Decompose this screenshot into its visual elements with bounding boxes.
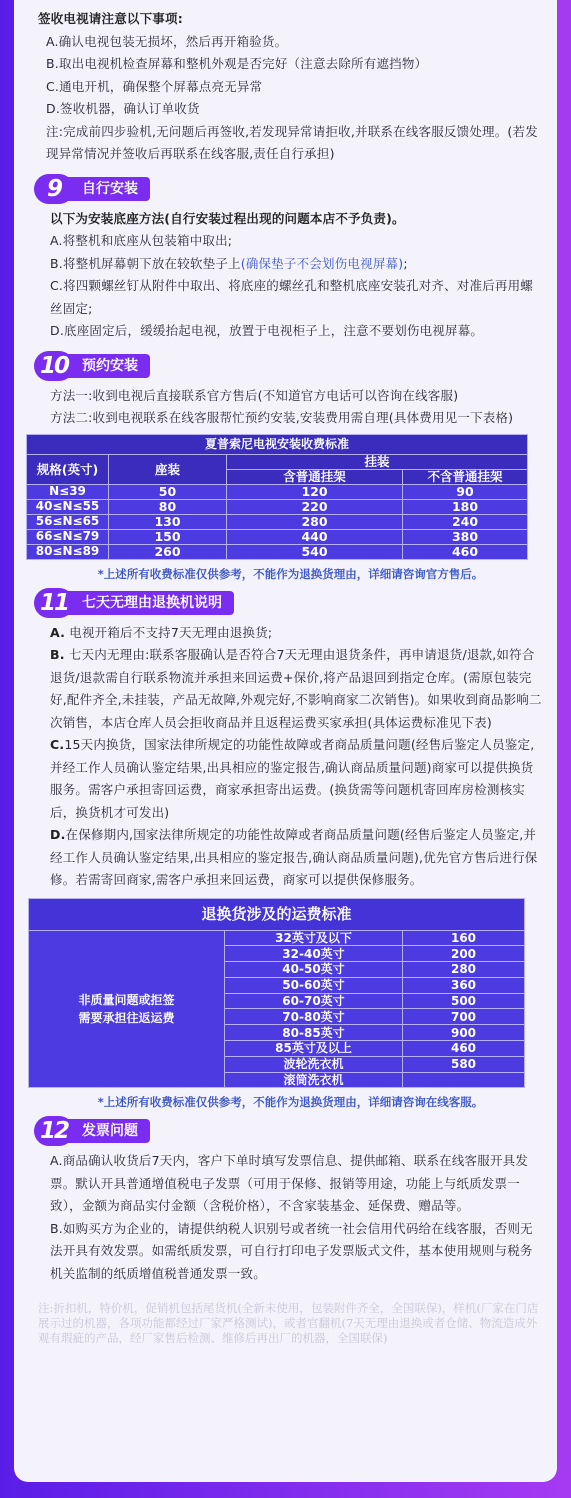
label-line-1: 非质量问题或拒签 (78, 992, 175, 1007)
section-number-badge: 12 (34, 1116, 74, 1146)
cell-fee: 700 (403, 1009, 525, 1025)
cell-without: 380 (403, 529, 528, 544)
install-fee-note: *上述所有收费标准仅供参考，不能作为退换货理由，详细请咨询官方售后。 (97, 566, 484, 581)
rule-key: B. (50, 647, 65, 662)
freight-fee-note: *上述所有收费标准仅供参考，不能作为退换货理由，详细请咨询在线客服。 (97, 1095, 484, 1110)
section-11-header (34, 586, 543, 620)
cell-fee: 360 (403, 977, 525, 993)
return-rule-d (38, 824, 543, 892)
cell-without: 460 (403, 544, 528, 559)
booking-method-2: 方法二:收到电视联系在线客服帮忙预约安装,安装费用需自理(具体费用见一下表格) (50, 410, 514, 425)
bottom-gradient-bar (0, 1482, 571, 1498)
cell-without: 240 (403, 514, 528, 529)
section-12-header (34, 1114, 543, 1148)
section-number-badge: 9 (34, 174, 74, 204)
install-step-b-highlight: (确保垫子不会划伤电视屏幕) (240, 255, 404, 271)
invoice-rule-a: A.商品确认收货后7天内，客户下单时填写发票信息、提供邮箱、联系在线客服开具发票。默认开具普通增值税电子发票（可用于保修、报销等用途，功能上与纸质发票一致），金额为商品实付金额（含税价格），不含家装基金、延保费、赠品等。 (50, 1153, 529, 1214)
rule-text: 在保修期内,国家法律所规定的功能性故障或者商品质量问题(经售后鉴定人员鉴定,并经工作人员确认鉴定结果,出具相应的鉴定报告,确认商品质量问题),优先官方售后进行保修。若需寄回商家,需客户承担来回运费，商家可以提供保修服务。 (50, 827, 538, 887)
sign-section (38, 8, 543, 166)
fineprint-note: 注:折扣机，特价机，促销机包括尾货机(全新未使用，包装附件齐全，全国联保)，样机(厂家在门店展示过的机器，各项功能都经过厂家严格测试)，或者官翻机(7天无理由退换或者仓储、物流造成外观有瑕疵的产品，经厂家售后检测、维修后再出厂的机器，全国联保) (38, 1301, 539, 1346)
table-row (27, 529, 528, 544)
cell-fee: 460 (403, 1041, 525, 1057)
invoice-rule-b: B.如购买方为企业的，请提供纳税人识别号或者统一社会信用代码给在线客服，否则无法开具有效发票。如需纸质发票，可自行打印电子发票版式文件，基本使用规则与税务机关监制的纸质增值税普通发票一致。 (50, 1220, 533, 1281)
table-caption: 退换货涉及的运费标准 (29, 898, 525, 930)
cell-base: 260 (109, 544, 227, 559)
booking-method-1: 方法一:收到电视后直接联系官方售后(不知道官方电话可以咨询在线客服) (50, 387, 459, 403)
cell-fee: 500 (403, 993, 525, 1009)
section-title: 七天无理由退换机说明 (68, 591, 234, 615)
cell-type: 85英寸及以上 (225, 1041, 403, 1057)
cell-spec: 40≤N≤55 (27, 499, 109, 514)
cell-spec: 66≤N≤79 (27, 529, 109, 544)
sign-item-c: C.通电开机，确保整个屏幕点亮无异常 (46, 78, 263, 94)
section-9-header (34, 172, 543, 206)
return-rule-a (38, 622, 543, 645)
cell-type: 40-50英寸 (225, 962, 403, 978)
sign-title: 签收电视请注意以下事项: (38, 11, 183, 26)
rule-key: C. (50, 737, 65, 752)
rule-text: 15天内换货，国家法律所规定的功能性故障或者商品质量问题(经售后鉴定人员鉴定,并经工作人员确认鉴定结果,出具相应的鉴定报告,确认商品质量问题)商家可以提供换货服务。需客户承担寄回运费，商家承担寄出运费。(换货需等问题机寄回库房检测核实后，换货机才可发出) (50, 737, 535, 820)
cell-type: 80-85英寸 (225, 1025, 403, 1041)
table-row (27, 499, 528, 514)
cell-spec: 56≤N≤65 (27, 514, 109, 529)
rule-key: D. (50, 827, 66, 842)
cell-fee: 160 (403, 930, 525, 946)
sign-item-d: D.签收机器，确认订单收货 (46, 101, 200, 116)
cell-type: 50-60英寸 (225, 977, 403, 993)
table-row (27, 544, 528, 559)
install-intro-text: 以下为安装底座方法(自行安装过程出现的问题本店不予负责)。 (50, 210, 405, 226)
section-number-badge: 10 (34, 351, 74, 381)
cell-base: 80 (109, 499, 227, 514)
freight-fee-table (28, 898, 525, 1089)
col-header-without-bracket: 不含普通挂架 (403, 469, 528, 484)
return-rule-b (38, 644, 543, 734)
rule-text: 电视开箱后不支持7天无理由退换货; (69, 624, 273, 640)
cell-type: 70-80英寸 (225, 1009, 403, 1025)
sign-item-a: A.确认电视包装无损坏，然后再开箱验货。 (46, 33, 288, 49)
col-header-spec: 规格(英寸) (27, 454, 109, 484)
install-step-d: D.底座固定后，缓缓抬起电视，放置于电视柜子上，注意不要划伤电视屏幕。 (50, 323, 484, 338)
table-row (29, 930, 525, 946)
col-header-base: 座装 (109, 454, 227, 484)
section-title: 预约安装 (68, 354, 150, 378)
cell-fee: 900 (403, 1025, 525, 1041)
cell-type: 60-70英寸 (225, 993, 403, 1009)
cell-fee: 580 (403, 1056, 525, 1072)
section-10-header (34, 349, 543, 383)
sign-note: 注:完成前四步验机,无问题后再签收,若发现异常请拒收,并联系在线客服反馈处理。(若发现异常情况并签收后再联系在线客服,责任自行承担) (46, 123, 538, 161)
cell-base: 130 (109, 514, 227, 529)
cell-base: 50 (109, 484, 227, 499)
section-title: 自行安装 (68, 177, 150, 201)
rule-text: 七天内无理由:联系客服确认是否符合7天无理由退货条件，再申请退货/退款,如符合退货/退款需自行联系物流并承担来回运费+保价,将产品退回到指定仓库。(需原包装完好,配件齐全,未挂装，产品无故障,外观完好,不影响商家二次销售)。如果收到商品影响二次销售，本店仓库人员会拒收商品并且返程运费买家承担(具体运费标准见下表) (50, 647, 542, 730)
install-step-a: A.将整机和底座从包装箱中取出; (50, 233, 233, 248)
cell-fee (403, 1072, 525, 1088)
install-step-b (38, 253, 543, 276)
cell-type: 滚筒洗衣机 (225, 1072, 403, 1088)
table-row (27, 514, 528, 529)
col-header-with-bracket: 含普通挂架 (227, 469, 403, 484)
cell-type: 32-40英寸 (225, 946, 403, 962)
cell-spec: N≤39 (27, 484, 109, 499)
cell-fee: 280 (403, 962, 525, 978)
install-step-b-end: ; (403, 255, 408, 271)
cell-with: 280 (227, 514, 403, 529)
install-step-c: C.将四颗螺丝钉从附件中取出、将底座的螺丝孔和整机底座安装孔对齐、对准后再用螺丝固定; (50, 278, 534, 316)
cell-without: 90 (403, 484, 528, 499)
table-caption: 夏普索尼电视安装收费标准 (27, 434, 528, 454)
label-line-2: 需要承担往返运费 (78, 1010, 175, 1025)
cell-fee: 200 (403, 946, 525, 962)
section-title: 发票问题 (68, 1119, 150, 1143)
cell-with: 540 (227, 544, 403, 559)
cell-spec: 80≤N≤89 (27, 544, 109, 559)
cell-with: 440 (227, 529, 403, 544)
table-row (27, 484, 528, 499)
freight-condition-label (29, 930, 225, 1088)
section-number-badge: 11 (34, 588, 74, 618)
install-step-b-text: B.将整机屏幕朝下放在较软垫子上 (50, 255, 241, 271)
cell-with: 120 (227, 484, 403, 499)
content-card (14, 0, 557, 1482)
return-rule-c (38, 734, 543, 824)
cell-base: 150 (109, 529, 227, 544)
sign-item-b: B.取出电视机检查屏幕和整机外观是否完好（注意去除所有遮挡物） (46, 56, 428, 71)
cell-without: 180 (403, 499, 528, 514)
cell-type: 32英寸及以下 (225, 930, 403, 946)
install-fee-table (26, 434, 528, 560)
install-intro (38, 208, 543, 231)
rule-key: A. (50, 624, 66, 640)
cell-with: 220 (227, 499, 403, 514)
cell-type: 波轮洗衣机 (225, 1056, 403, 1072)
col-header-wall: 挂装 (227, 454, 528, 469)
